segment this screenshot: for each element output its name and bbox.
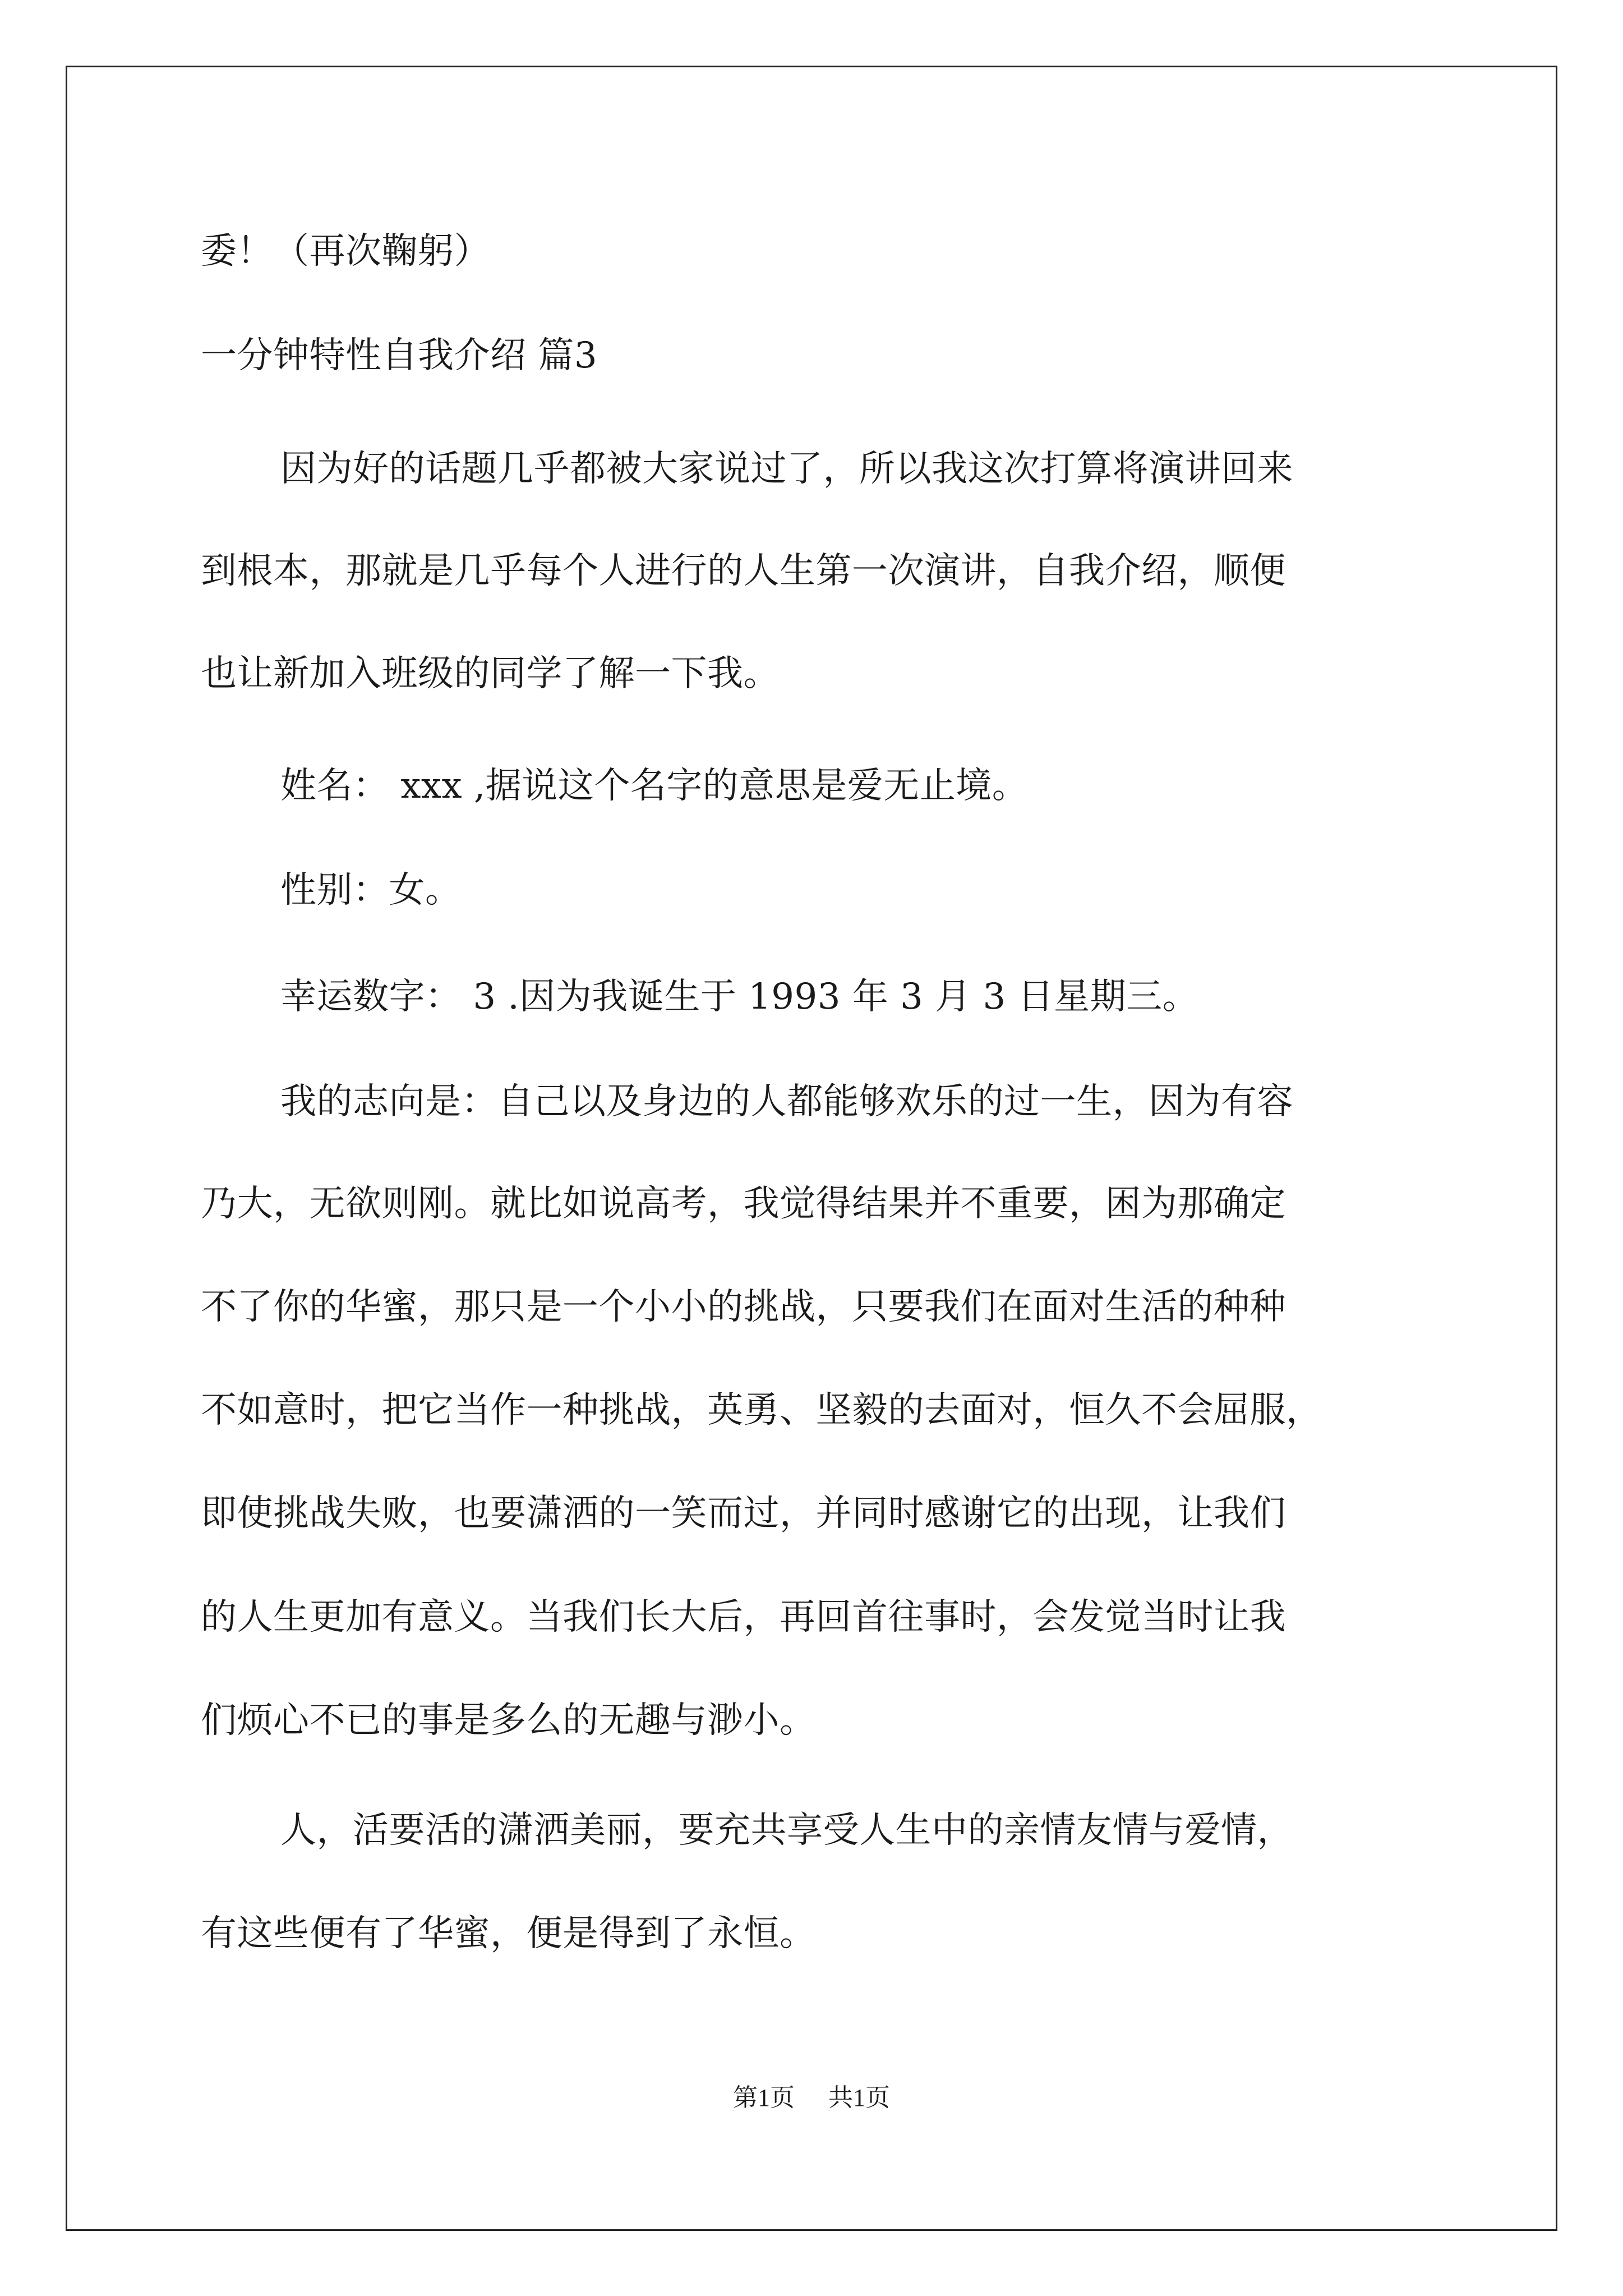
page-border (66, 66, 1557, 2231)
page-number: 第1页 (733, 2084, 795, 2111)
paragraph-aspiration-line-4: 不如意时，把它当作一种挑战，英勇、坚毅的去面对，恒久不会屈服， (201, 1389, 1322, 1431)
paragraph-intro-line-1: 因为好的话题几乎都被大家说过了，所以我这次打算将演讲回来 (280, 448, 1293, 490)
gender-line: 性别：女。 (280, 869, 462, 911)
paragraph-aspiration-line-2: 乃大，无欲则刚。就比如说高考，我觉得结果并不重要，困为那确定 (201, 1183, 1286, 1225)
paragraph-closing-line-2: 有这些便有了华蜜，便是得到了永恒。 (201, 1913, 816, 1954)
paragraph-intro-line-2: 到根本，那就是几乎每个人进行的人生第一次演讲，自我介绍，顺便 (201, 550, 1286, 592)
paragraph-closing-line-1: 人，活要活的潇洒美丽，要充共享受人生中的亲情友情与爱情， (280, 1810, 1293, 1851)
section-heading: 一分钟特性自我介绍 篇3 (201, 335, 598, 376)
text-line-closing: 委！（再次鞠躬） (201, 231, 490, 272)
page-footer (0, 2081, 1623, 2115)
lucky-number-line: 幸运数字： 3 .因为我诞生于 1993 年 3 月 3 日星期三。 (280, 976, 1199, 1018)
paragraph-aspiration-line-7: 们烦心不已的事是多么的无趣与渺小。 (201, 1700, 816, 1741)
name-line: 姓名： xxx ,据说这个名字的意思是爱无止境。 (280, 765, 1029, 807)
page-total: 共1页 (828, 2084, 890, 2111)
paragraph-aspiration-line-3: 不了你的华蜜，那只是一个小小的挑战，只要我们在面对生活的种种 (201, 1286, 1286, 1328)
paragraph-aspiration-line-6: 的人生更加有意义。当我们长大后，再回首往事时，会发觉当时让我 (201, 1596, 1286, 1638)
paragraph-aspiration-line-5: 即使挑战失败，也要潇洒的一笑而过，并同时感谢它的出现，让我们 (201, 1493, 1286, 1534)
paragraph-intro-line-3: 也让新加入班级的同学了解一下我。 (201, 653, 780, 694)
paragraph-aspiration-line-1: 我的志向是：自己以及身边的人都能够欢乐的过一生，因为有容 (280, 1081, 1293, 1122)
